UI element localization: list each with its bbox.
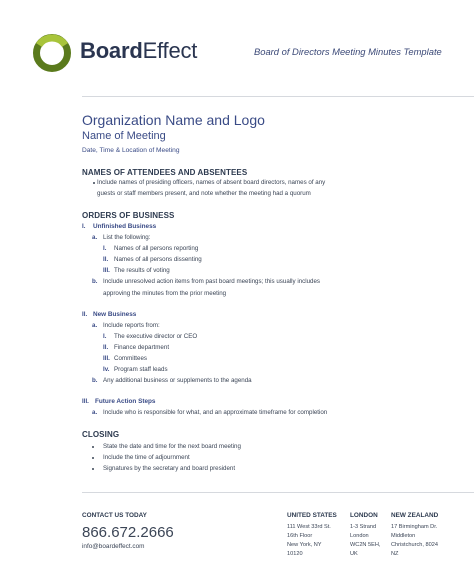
meeting-details: Date, Time & Location of Meeting <box>82 147 180 154</box>
boardeffect-logo-icon <box>32 33 72 73</box>
attendees-text-line1: Include names of presiding officers, names of absent board directors, names of any <box>97 179 326 186</box>
closing-item: Signatures by the secretary and board president <box>103 465 236 472</box>
office-address-line: New York, NY <box>287 542 322 548</box>
new-business-label: New Business <box>93 311 137 318</box>
subitem-marker: I. <box>103 333 107 340</box>
boardeffect-logo-text: BoardEffect <box>80 38 198 63</box>
attendees-heading: NAMES OF ATTENDEES AND ABSENTEES <box>82 168 248 177</box>
contact-phone[interactable]: 866.672.2666 <box>82 524 174 541</box>
list-item: Include reports from: <box>103 322 160 329</box>
closing-heading: CLOSING <box>82 430 120 439</box>
item-marker: a. <box>92 234 98 241</box>
list-item: Names of all persons dissenting <box>114 256 202 263</box>
list-item: Program staff leads <box>114 366 168 373</box>
subitem-marker: Iv. <box>103 366 110 373</box>
subitem-marker: II. <box>103 256 109 263</box>
office-address-line: Christchurch, 8024 <box>391 542 438 548</box>
subitem-marker: II. <box>103 344 109 351</box>
footer-divider <box>82 492 474 493</box>
office-address-line: WC2N 5EH, <box>350 542 381 548</box>
office-us-heading: UNITED STATES <box>287 512 337 519</box>
orders-heading: ORDERS OF BUSINESS <box>82 211 175 220</box>
contact-email[interactable]: info@boardeffect.com <box>82 543 145 550</box>
office-address-line: 10120 <box>287 551 303 557</box>
list-item: Include who is responsible for what, and an approximate timeframe for completion <box>103 409 328 416</box>
unfinished-business-label: Unfinished Business <box>93 223 157 230</box>
contact-heading: CONTACT US TODAY <box>82 512 147 519</box>
office-address-line: 17 Birmingham Dr. <box>391 524 438 530</box>
office-address-line: 1-3 Strand <box>350 524 377 530</box>
section-number: II. <box>82 311 88 318</box>
item-marker: b. <box>92 278 98 285</box>
header-divider <box>82 96 474 97</box>
attendees-text-line2: guests or staff members present, and note whether the meeting had a quorum <box>97 190 311 197</box>
meeting-name: Name of Meeting <box>82 130 166 142</box>
office-address-line: UK <box>350 551 358 557</box>
office-nz-heading: NEW ZEALAND <box>391 512 439 519</box>
list-item-continued: approving the minutes from the prior meeting <box>103 290 227 297</box>
office-london-heading: LONDON <box>350 512 378 519</box>
list-item: Any additional business or supplements to the agenda <box>103 377 252 384</box>
list-item: Committees <box>114 355 148 362</box>
list-item: Finance department <box>114 344 170 351</box>
item-marker: a. <box>92 322 98 329</box>
bullet-icon <box>93 182 95 184</box>
page-header <box>0 0 474 100</box>
bullet-icon <box>92 457 94 459</box>
section-number: III. <box>82 398 89 405</box>
closing-item: Include the time of adjournment <box>103 454 190 461</box>
list-item: The results of voting <box>114 267 170 274</box>
office-address-line: 111 West 33rd St. <box>287 524 331 530</box>
office-address-line: Middleton <box>391 533 416 539</box>
item-marker: b. <box>92 377 98 384</box>
bullet-icon <box>92 446 94 448</box>
subitem-marker: III. <box>103 355 110 362</box>
item-marker: a. <box>92 409 98 416</box>
list-item: Names of all persons reporting <box>114 245 199 252</box>
office-address-line: London <box>350 533 369 539</box>
office-address-line: NZ <box>391 551 399 557</box>
closing-item: State the date and time for the next board meeting <box>103 443 241 450</box>
list-item: Include unresolved action items from past board meetings; this usually includes <box>103 278 321 285</box>
list-item: The executive director or CEO <box>114 333 198 340</box>
office-address-line: 16th Floor <box>287 533 313 539</box>
organization-title: Organization Name and Logo <box>82 112 265 128</box>
future-action-steps-label: Future Action Steps <box>95 398 156 405</box>
subitem-marker: III. <box>103 267 110 274</box>
list-item: List the following: <box>103 234 151 241</box>
bullet-icon <box>92 468 94 470</box>
section-number: I. <box>82 223 86 230</box>
subitem-marker: I. <box>103 245 107 252</box>
template-title: Board of Directors Meeting Minutes Template <box>254 46 442 57</box>
